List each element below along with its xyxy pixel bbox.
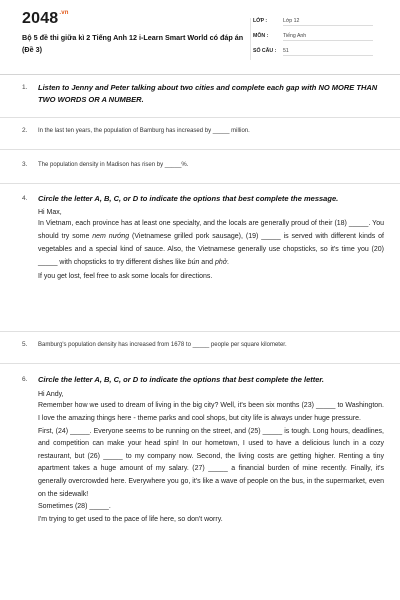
question-text: Bamburg's population density has increased from 1678 to _____ people per square kilometer. xyxy=(38,342,287,348)
question-body xyxy=(38,193,384,282)
message-greeting: Hi Max, xyxy=(38,209,62,217)
question-number: 3. xyxy=(22,161,28,168)
logo-suffix: .vn xyxy=(59,10,69,16)
class-row xyxy=(253,18,373,26)
question-text: The population density in Madison has risen by _____%. xyxy=(38,162,189,168)
divider xyxy=(0,149,400,150)
question-count-label: SỐ CÂU : xyxy=(253,48,277,54)
question-count-value: 51 xyxy=(283,48,373,56)
subject-label: MÔN : xyxy=(253,33,269,39)
letter-paragraph: Remember how we used to dream of living in the big city? Well, it's been six months (23) _____ to Washington. I love the amazing things here - theme parks and cool shops, but city life is always under huge pressure. xyxy=(38,402,384,422)
question-number: 1. xyxy=(22,84,28,91)
paragraph-text: (Vietnamese grilled pork sausage), (19) _____ is served with different kinds of vegetables and a special kind of sauce. Also, the Vietnamese generally use chopsticks, so it's time you (20) _____ with chopsticks to try different dishes like xyxy=(38,233,384,266)
question-body xyxy=(38,341,384,349)
site-logo[interactable] xyxy=(22,10,69,28)
question-body xyxy=(38,82,384,107)
paragraph-text: . xyxy=(226,258,229,266)
question-number: 4. xyxy=(22,195,28,202)
message-paragraph xyxy=(38,218,384,269)
class-value: Lớp 12 xyxy=(283,18,373,26)
divider xyxy=(0,117,400,118)
dish-name: bún xyxy=(187,258,200,266)
document-title: Bộ 5 đề thi giữa kì 2 Tiếng Anh 12 i-Learn Smart World có đáp án (Đề 3) xyxy=(22,33,244,54)
question-instruction: Circle the letter A, B, C, or D to indicate the options that best complete the message. xyxy=(38,194,339,203)
letter-greeting: Hi Andy, xyxy=(38,391,64,399)
question-body xyxy=(38,374,384,526)
question-count-row xyxy=(253,48,373,56)
question-instruction: Listen to Jenny and Peter talking about two cities and complete each gap with NO MORE THAN TWO WORDS OR A NUMBER. xyxy=(38,83,378,105)
subject-value: Tiếng Anh xyxy=(283,33,373,41)
subject-row xyxy=(253,33,373,41)
dish-name: phở xyxy=(214,258,227,266)
letter-paragraph: Sometimes (28) _____. xyxy=(38,503,111,511)
question-text: In the last ten years, the population of Bamburg has increased by _____ million. xyxy=(38,128,250,134)
dish-name: nem nướng xyxy=(92,233,130,241)
paragraph-text: and xyxy=(199,258,215,266)
question-body xyxy=(38,127,384,135)
paragraph-text: In Vietnam, each province has at least one specialty, and the locals are generally proud of their (18) _____. You should try some xyxy=(38,220,384,241)
divider xyxy=(0,331,400,332)
worksheet-header xyxy=(0,0,400,75)
question-body xyxy=(38,161,384,169)
question-number: 5. xyxy=(22,341,28,348)
question-number: 6. xyxy=(22,376,28,383)
class-label: LỚP : xyxy=(253,18,268,24)
divider xyxy=(0,363,400,364)
letter-paragraph: I'm trying to get used to the pace of life here, so don't worry. xyxy=(38,515,223,523)
logo-main: 2048 xyxy=(22,10,59,27)
question-instruction: Circle the letter A, B, C, or D to indicate the options that best complete the letter. xyxy=(38,375,325,384)
question-number: 2. xyxy=(22,127,28,134)
divider xyxy=(0,183,400,184)
letter-paragraph: First, (24) _____. Everyone seems to be running on the street, and (25) _____ is tough. Long hours, deadlines, and competition can make your head spin! In our hometown, I used to have a delicious lunch in a cozy restaurant, but (26) _____ to my company now. Second, the living costs are getting higher. Renting a tiny apartment takes a huge amount of my salary. (27) _____ a financial burden of mine recently. Finally, it's generally overcrowded here. Everywhere you go, it's like a wave of people on the bus, in the supermarket, even on the sidewalk! xyxy=(38,427,384,498)
header-divider xyxy=(250,18,251,60)
message-closing: If you get lost, feel free to ask some locals for directions. xyxy=(38,272,213,280)
